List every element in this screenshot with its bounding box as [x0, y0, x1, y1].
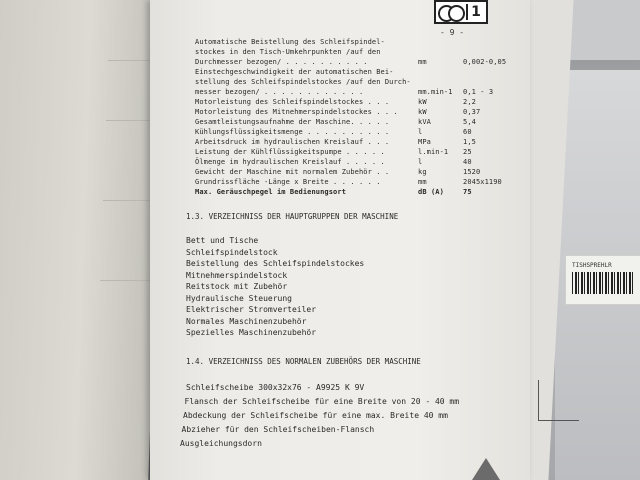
spec-row	[195, 88, 515, 97]
main-group-item: Bett und Tische	[186, 236, 259, 245]
accessory-item: Flansch der Schleifscheibe für eine Breite von 20 - 40 mm	[184, 397, 460, 406]
barcode-sticker	[565, 255, 640, 305]
accessory-item: Schleifscheibe 300x32x76 - A9925 K 9V	[186, 383, 365, 392]
spec-unit: mm	[418, 178, 427, 186]
spec-row	[195, 98, 515, 107]
main-group-item: Mitnehmerspindelstock	[186, 270, 288, 280]
spec-row	[195, 118, 515, 127]
spec-value: 2,2	[463, 98, 476, 106]
spec-value: 1,5	[463, 138, 476, 146]
spec-value: 25	[463, 148, 472, 156]
spec-row	[195, 58, 515, 67]
spec-label: Kühlungsflüssigkeitsmenge . . . . . . . . . .	[195, 128, 390, 136]
spec-unit: kVA	[418, 118, 431, 126]
spec-label: Motorleistung des Mitnehmerspindelstockes . . .	[195, 108, 398, 116]
spec-unit: kW	[418, 98, 427, 106]
spec-value: 0,002-0,05	[463, 58, 507, 66]
spec-unit: dB (A)	[418, 188, 444, 196]
spec-unit: mm	[418, 58, 427, 66]
spec-label: Einstechgeschwindigkeit der automatischen Bei-	[195, 68, 394, 76]
spec-label: Automatische Beistellung des Schleifspindel-	[195, 38, 385, 46]
spec-label: Grundrissfläche -Länge x Breite . . . . . .	[195, 178, 381, 186]
main-group-item: Spezielles Maschinenzubehör	[186, 328, 317, 337]
spec-label: Gesamtleistungsaufnahme der Maschine. . . . .	[195, 118, 390, 126]
main-group-item: Elektrischer Stromverteiler	[186, 305, 317, 314]
spec-label: stockes in den Tisch-Umkehrpunkten /auf den	[195, 48, 381, 56]
spec-value: 60	[463, 128, 472, 136]
spec-value: 0,37	[463, 108, 481, 116]
accessory-item: Ausgleichungsdorn	[180, 439, 262, 448]
main-group-item: Schleifspindelstock	[186, 247, 278, 257]
accessory-item: Abdeckung der Schleifscheibe für eine max. Breite 40 mm	[183, 411, 448, 420]
left-page-background	[0, 0, 165, 480]
spec-row	[195, 128, 515, 137]
spec-row	[195, 158, 515, 167]
spec-unit: kg	[418, 168, 427, 176]
main-group-item: Hydraulische Steuerung	[186, 293, 292, 303]
spec-row	[195, 108, 515, 117]
page-number: - 9 -	[440, 28, 465, 37]
spec-value: 5,4	[463, 118, 476, 126]
spec-unit: l	[418, 158, 423, 166]
accessory-item: Abzieher für den Schleifscheiben-Flansch	[181, 425, 375, 434]
spec-unit: MPa	[418, 138, 431, 146]
spec-value: 1520	[463, 168, 481, 176]
spec-row	[195, 78, 515, 87]
section-1-3-heading: 1.3. VERZEICHNISS DER HAUPTGRUPPEN DER MASCHINE	[186, 212, 399, 221]
spec-row	[195, 148, 515, 157]
spec-label: Arbeitsdruck im hydraulischen Kreislauf . . .	[195, 138, 390, 146]
main-group-item: Normales Maschinenzubehör	[186, 316, 307, 326]
sticker-code: TISHSPREHLR	[572, 262, 612, 269]
spec-label: Leistung der Kühlflüssigkeitspumpe . . . . .	[195, 148, 385, 156]
spec-label: Durchmesser bezogen/ . . . . . . . . . .	[195, 58, 368, 66]
spec-label: messer bezogen/ . . . . . . . . . . . .	[195, 88, 364, 96]
spec-label: stellung des Schleifspindelstockes /auf den Durch-	[195, 78, 411, 86]
spec-value: 75	[463, 188, 472, 196]
spec-row	[195, 188, 515, 197]
spec-unit: l	[418, 128, 423, 136]
spec-label: Gewicht der Maschine mit normalem Zubehör . .	[195, 168, 390, 176]
spec-value: 0,1 - 3	[463, 88, 494, 96]
corner-logo-icon	[472, 458, 500, 480]
spec-label: Max. Geräuschpegel im Bedienungsort	[195, 188, 347, 196]
handwritten-sketch	[538, 380, 579, 421]
section-1-4-heading: 1.4. VERZEICHNISS DES NORMALEN ZUBEHÖRS DER MASCHINE	[186, 357, 421, 366]
spec-unit: l.min-1	[418, 148, 449, 156]
company-logo	[434, 0, 488, 24]
spec-value: 40	[463, 158, 472, 166]
spec-label: Motorleistung des Schleifspindelstockes . . .	[195, 98, 390, 106]
spec-row	[195, 48, 515, 57]
spec-row	[195, 168, 515, 177]
main-group-item: Reitstock mit Zubehör	[186, 282, 288, 291]
spec-unit: mm.min-1	[418, 88, 453, 96]
main-group-item: Beistellung des Schleifspindelstockes	[186, 259, 365, 268]
barcode-icon	[572, 272, 634, 294]
logo-circles-icon	[436, 4, 466, 20]
spec-unit: kW	[418, 108, 427, 116]
spec-value: 2045x1190	[463, 178, 502, 186]
spec-label: Ölmenge im hydraulischen Kreislauf . . . . .	[195, 158, 385, 166]
logo-number: 1	[466, 4, 484, 20]
spec-row	[195, 68, 515, 77]
spec-row	[195, 138, 515, 147]
spec-row	[195, 38, 515, 47]
spec-row	[195, 178, 515, 187]
